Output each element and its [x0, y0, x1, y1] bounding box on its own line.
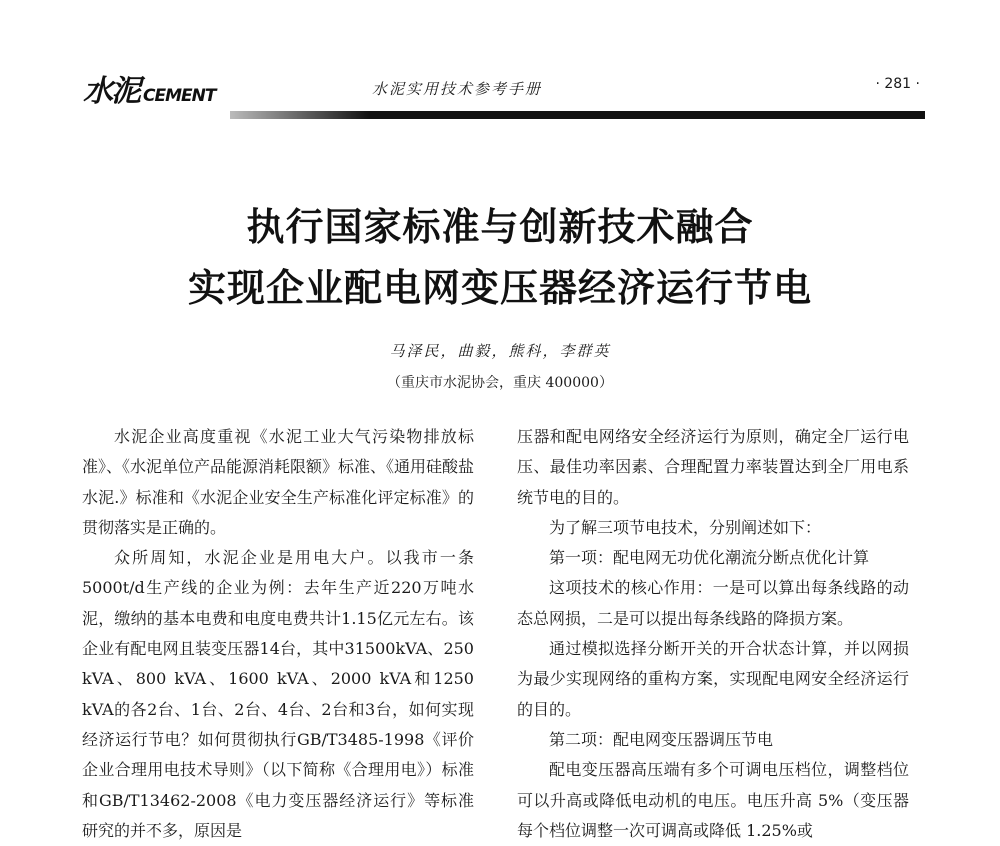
left-column	[82, 422, 474, 846]
section-heading: 第二项：配电网变压器调压节电	[549, 729, 774, 749]
page-number: · 281 ·	[875, 76, 920, 92]
paragraph: 众所周知，水泥企业是用电大户。以我市一条5000t/d生产线的企业为例：去年生产近220万吨水泥，缴纳的基本电费和电度电费共计1.15亿元左右。该企业有配电网且装变压器14台，其中31500kVA、250 kVA、800 kVA、1600 kVA、2000 kVA和1250 kVA的各2台、1台、2台、4台、2台和3台，如何实现经济运行节电？如何贯彻执行GB/T3485-1998《评价企业合理用电技术导则》（以下简称《合理用电》）标准和GB/T13462-2008《电力变压器经济运行》等标准研究的并不多，原因是	[82, 548, 474, 840]
section-heading: 第一项：配电网无功优化潮流分断点优化计算	[549, 548, 870, 568]
running-head: 水泥实用技术参考手册	[372, 80, 543, 98]
authors: 马泽民，曲毅，熊科，李群英	[389, 342, 611, 360]
affiliation: （重庆市水泥协会，重庆 400000）	[387, 375, 613, 391]
paragraph: 压器和配电网络安全经济运行为原则，确定全厂运行电压、最佳功率因素、合理配置力率装置达到全厂用电系统节电的目的。	[517, 427, 909, 507]
paragraph: 配电变压器高压端有多个可调电压档位，调整档位可以升高或降低电动机的电压。电压升高 5%（变压器每个档位调整一次可调高或降低 1.25%或	[517, 760, 909, 840]
right-column	[517, 422, 909, 846]
title-line-2: 实现企业配电网变压器经济运行节电	[187, 266, 812, 310]
title-line-1: 执行国家标准与创新技术融合	[246, 205, 754, 249]
logo-english: CEMENT	[143, 86, 216, 106]
paragraph: 通过模拟选择分断开关的开合状态计算，并以网损为最少实现网络的重构方案，实现配电网安全经济运行的目的。	[517, 639, 909, 719]
paragraph: 为了解三项节电技术，分别阐述如下：	[549, 517, 822, 537]
paragraph: 这项技术的核心作用：一是可以算出每条线路的动态总网损，二是可以提出每条线路的降损方案。	[517, 578, 909, 628]
journal-logo	[83, 66, 215, 110]
paragraph: 水泥企业高度重视《水泥工业大气污染物排放标准》、《水泥单位产品能源消耗限额》标准、《通用硅酸盐水泥.》标准和《水泥企业安全生产标准化评定标准》的贯彻落实是正确的。	[82, 427, 475, 537]
logo-chinese: 水泥	[83, 74, 139, 109]
header-rule	[230, 111, 925, 119]
